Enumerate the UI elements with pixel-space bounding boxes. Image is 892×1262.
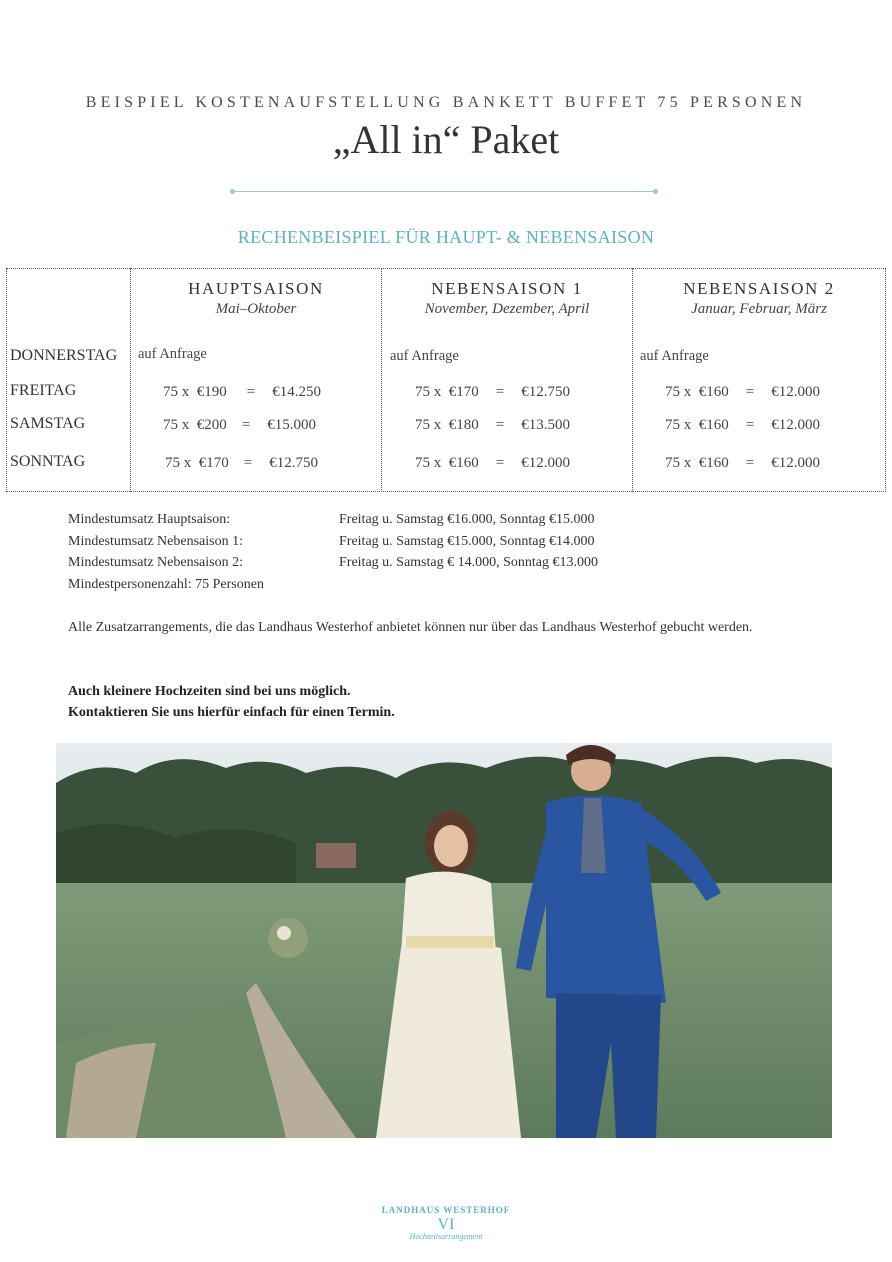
cell-total: €12.000 — [771, 417, 820, 433]
cell-qty: 75 x — [415, 455, 442, 471]
price-cell — [163, 417, 316, 434]
price-cell — [163, 384, 321, 401]
minimum-row — [68, 552, 598, 574]
cell-total: €14.250 — [272, 384, 321, 400]
page-footer — [0, 1205, 892, 1241]
cell-price: €190 — [196, 384, 227, 400]
price-cell — [415, 455, 570, 472]
cell-price: €160 — [448, 455, 479, 471]
cell-price: €160 — [698, 417, 729, 433]
cell-price: €170 — [198, 455, 229, 471]
footer-brand: LANDHAUS WESTERHOF — [381, 1205, 511, 1215]
minimum-row — [68, 509, 595, 531]
minimum-row — [68, 574, 264, 596]
price-cell — [415, 417, 570, 434]
page-title: „All in“ Paket — [332, 117, 560, 162]
day-label: SONNTAG — [10, 453, 86, 470]
column-header-nebensaison-1 — [382, 279, 632, 318]
cell-equals: = — [495, 455, 505, 471]
minimum-requirements — [68, 509, 598, 595]
cell-total: €12.750 — [269, 455, 318, 471]
contact-line: Auch kleinere Hochzeiten sind bei uns möglich. — [68, 684, 351, 699]
cell-equals: = — [745, 455, 755, 471]
day-label: SAMSTAG — [10, 415, 86, 432]
price-cell — [165, 455, 318, 472]
minimum-row — [68, 531, 595, 553]
minimum-value: Freitag u. Samstag €16.000, Sonntag €15.000 — [339, 512, 595, 527]
column-title: HAUPTSAISON — [188, 279, 324, 298]
section-heading: RECHENBEISPIEL FÜR HAUPT- & NEBENSAISON — [237, 227, 655, 247]
price-cell — [665, 455, 820, 472]
on-request-label: auf Anfrage — [640, 348, 709, 364]
page-number: VI — [437, 1216, 455, 1233]
cell-equals: = — [243, 455, 253, 471]
cell-qty: 75 x — [665, 417, 692, 433]
minimum-label: Mindestumsatz Nebensaison 2: — [68, 555, 243, 570]
cell-total: €12.000 — [771, 455, 820, 471]
cell-total: €15.000 — [267, 417, 316, 433]
price-cell — [665, 417, 820, 434]
cell-equals: = — [495, 417, 505, 433]
minimum-label: Mindestumsatz Hauptsaison: — [68, 512, 231, 527]
price-cell — [665, 384, 820, 401]
cell-price: €160 — [698, 384, 729, 400]
contact-line: Kontaktieren Sie uns hierfür einfach für einen Termin. — [68, 705, 395, 720]
info-paragraph: Alle Zusatzarrangements, die das Landhaus Westerhof anbietet können nur über das Landhaus Westerhof gebucht werden. — [68, 620, 753, 635]
divider — [232, 191, 656, 192]
on-request-label: auf Anfrage — [138, 346, 207, 362]
cell-equals: = — [745, 417, 755, 433]
cell-equals: = — [246, 384, 256, 400]
minimum-label: Mindestumsatz Nebensaison 1: — [68, 533, 243, 549]
cell-price: €180 — [448, 417, 479, 433]
column-period: Januar, Februar, März — [691, 301, 827, 317]
price-cell — [415, 384, 570, 401]
minimum-value: Freitag u. Samstag € 14.000, Sonntag €13.000 — [339, 555, 598, 570]
contact-note — [68, 681, 395, 723]
cell-qty: 75 x — [415, 384, 442, 400]
cell-equals: = — [745, 384, 755, 400]
cell-equals: = — [495, 384, 505, 400]
day-label: FREITAG — [10, 382, 77, 399]
column-period: November, Dezember, April — [424, 301, 590, 317]
column-title: NEBENSAISON 2 — [683, 279, 835, 298]
cell-price: €200 — [196, 417, 227, 433]
wedding-photo — [56, 743, 832, 1138]
cell-qty: 75 x — [665, 384, 692, 400]
column-title: NEBENSAISON 1 — [431, 279, 583, 298]
cell-qty: 75 x — [163, 417, 190, 433]
column-period: Mai–Oktober — [215, 301, 297, 317]
on-request-label: auf Anfrage — [390, 348, 459, 364]
cell-qty: 75 x — [415, 417, 442, 433]
cell-price: €170 — [448, 384, 479, 400]
day-label: DONNERSTAG — [10, 347, 118, 364]
footer-caption: Hochzeitsarrangement — [409, 1232, 483, 1241]
cell-qty: 75 x — [163, 384, 190, 400]
column-header-nebensaison-2 — [633, 279, 885, 318]
cell-total: €13.500 — [521, 417, 570, 433]
cell-total: €12.000 — [521, 455, 570, 471]
minimum-label: Mindestpersonenzahl: 75 Personen — [68, 576, 264, 592]
cell-price: €160 — [698, 455, 729, 471]
cell-equals: = — [241, 417, 251, 433]
cell-total: €12.750 — [521, 384, 570, 400]
cell-qty: 75 x — [665, 455, 692, 471]
page-kicker: BEISPIEL KOSTENAUFSTELLUNG BANKETT BUFFET 75 PERSONEN — [85, 94, 807, 111]
column-header-hauptsaison — [131, 279, 381, 318]
minimum-value: Freitag u. Samstag €15.000, Sonntag €14.000 — [339, 533, 595, 549]
cell-qty: 75 x — [165, 455, 192, 471]
cell-total: €12.000 — [771, 384, 820, 400]
